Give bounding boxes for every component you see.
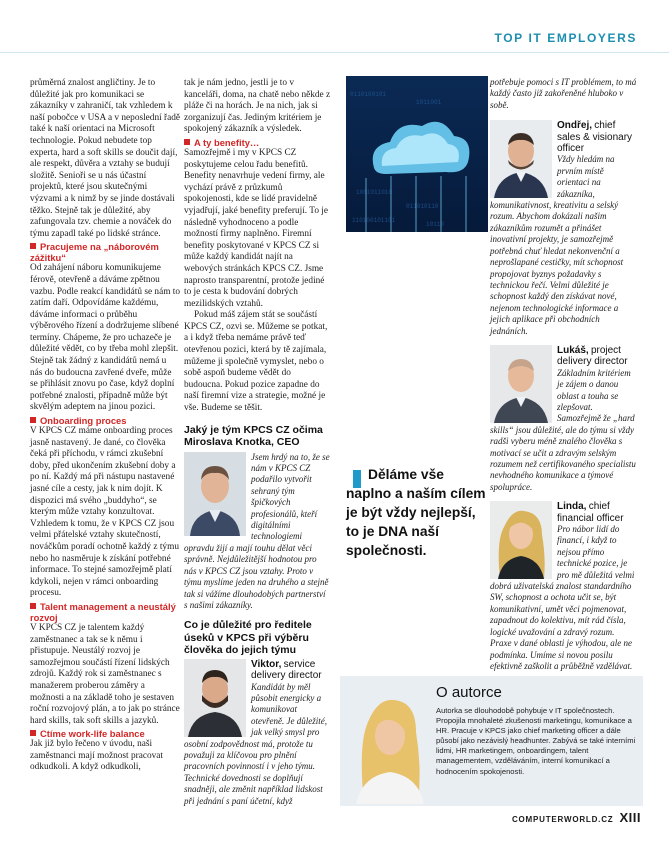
section-heading: A ty benefity… <box>184 137 331 148</box>
ceo-quote: Jsem hrdý na to, že se nám v KPCS CZ podařilo vytvořit sehraný tým špičkových profesionálů, kteří digitálními technologiemi opravdu žijí a mají touhu dělat věci správně. Nejdůležitější hodnotou pro nás v KPCS CZ jsou vztahy. Proto v týmu myslíme jeden na druhého a stejně tak si vážíme dlouhodobých partnerství s našimi zákazníky. <box>184 451 330 610</box>
pull-quote <box>346 465 486 560</box>
article-column-2 <box>184 78 331 807</box>
ceo-photo <box>184 452 246 536</box>
header-divider <box>0 52 669 53</box>
svg-text:110100101101: 110100101101 <box>352 217 396 224</box>
lukas-quote: Základním kritériem je zájem o danou oblast a touha se zlepšovat. Samozřejmě že „hard skills“ jsou důležité, ale do týmu si vždy radši vyberu méně znalého člověka s motivací se učit a zdravým selským rozumem než certifikovaného specialistu nevhodného komunikace a týmové spolupráce. <box>490 367 636 492</box>
section-heading: Ctíme work-life balance <box>30 728 180 739</box>
viktor-role: service delivery director <box>251 658 322 682</box>
section-heading: Pracujeme na „náborovém zážitku“ <box>30 241 159 264</box>
linda-photo <box>490 501 552 579</box>
svg-text:0110100101: 0110100101 <box>350 91 387 98</box>
linda-role: chief financial officer <box>557 501 624 524</box>
linda-block <box>490 501 637 672</box>
ondrej-role: chief sales & visionary officer <box>557 120 633 155</box>
ondrej-quote: Vždy hledám na prvním místě orientaci na zákazníka, komunikativnost, kreativitu a selský rozum. Abychom dokázali našim zákazníkům rozumět a přinášet inovativní projekty, je samozřejmě potřebná chuť hledat nekonvenční a neprošlapané cestičky, mít schopnost propojovat byznys požadavky s technickou řečí. Velmi důležité je schopnost každý den získávat nové, nejenom technologické informace a jejich aplikace při obchodních jednáních. <box>490 154 624 336</box>
paragraph: V KPCS CZ máme onboarding proces jasně nastavený. Je dané, co člověka čeká při příchodu, v rámci zkušební doby, před ukončením zkušební doby a po ní. Každý má při nástupu nastavené jasné cíle a cesty, jak k nim dojít. K dispozici má svého „buddyho“, se kterým může vztahy konzultovat. Vzhledem k tomu, že v KPCS CZ jsou velmi přátelské vztahy skutečností, nováčkům poradí ochotně každý z týmu nebo ho nasměruje k získání potřebné informace. To stejné samozřejmě platí kdykoli, nejen v rámci onboarding procesu. <box>30 426 179 599</box>
svg-text:011010110: 011010110 <box>406 203 439 210</box>
paragraph: Od zahájení náboru komunikujeme férově, otevřeně a dáváme zpětnou vazbu. Podle reakcí kandidátů se nám to zatím daří. Odpovídáme každému, dáváme informaci o průběhu výběrového řízení a dodržujeme slíbené termíny. Chápeme, že pro uchazeče je důležité vědět, co by třeba mohl zlepšit. Stejně tak žádný z kandidátů nemá u nás do budoucna zavřené dveře, může se přihlásit znovu po čase, když doplní potřebné znalosti, případně může být skvělým adeptem na jinou pozici. <box>30 263 180 413</box>
svg-text:1011001: 1011001 <box>416 99 442 106</box>
bullet-square-icon <box>30 730 36 736</box>
ondrej-photo <box>490 120 552 198</box>
ceo-box-title: Jaký je tým KPCS CZ očima Miroslava Knotka, CEO <box>184 423 323 449</box>
svg-text:1001011010: 1001011010 <box>356 189 393 196</box>
linda-quote: Pro nábor lidí do financí, i když to nejsou přímo technické pozice, je pro mě důležitá velmi dobrá uživatelská znalost standardního SW, schopnost a ochota učit se, být komunikativní, umět věci pojmenovat, zapadnout do kolektivu, mít rád čísla, logické uvažování a zdravý rozum. Praxe v dané oblasti je výhodou, ale ne podmínka. Umíme si novou posilu efektivně zaškolit a průběžně vzdělávat. <box>490 524 635 671</box>
lukas-photo <box>490 345 552 423</box>
author-text: Autorka se dlouhodobě pohybuje v IT společnostech. Propojila mnohaleté zkušenosti marketingu, komunikace a HR. Pracuje v KPCS jako chief marketing officer a dále působí jako nezávislý headhunter. Zabývá se také interními lidmi, HR marketingem, onboardingem, talent managementem, vzděláváním, interní komunikací a hodnocením spokojenosti. <box>436 706 636 776</box>
ceo-box <box>184 424 331 612</box>
viktor-quote: Kandidát by měl působit energicky a komunikovat otevřeně. Je důležité, jak velký smysl pro osobní zodpovědnost má, protože tu považuji za klíčovou pro plnění pracovních povinností i v jeho týmu. Technické dovednosti se doplňují snadněji, ale změnit například lidskost při jednání s paní účetní, když <box>184 681 327 806</box>
author-photo <box>348 684 432 804</box>
article-column-3 <box>490 77 637 672</box>
paragraph: Jak již bylo řečeno v úvodu, naši zaměstnanci mají možnost pracovat odkudkoli. A když odkudkoli, <box>30 739 163 773</box>
viktor-name: Viktor, <box>251 658 282 670</box>
lukas-block <box>490 345 637 493</box>
linda-name: Linda, <box>557 501 587 513</box>
viktor-photo <box>184 659 246 737</box>
bullet-square-icon <box>30 417 36 423</box>
page-number: XIII <box>619 810 641 825</box>
page-footer <box>512 809 641 827</box>
paragraph: tak je nám jedno, jestli je to v kanceláři, doma, na chatě nebo někde z pláže či na horách. Je na nich, jak si zorganizují čas. Jediným kritériem je spokojený zákazník a výsledek. <box>184 78 331 135</box>
bullet-square-icon <box>30 243 36 249</box>
pull-quote-text: Děláme vše naplno a naším cílem je být vždy nejlepší, to je DNA naší společnosti. <box>346 467 486 558</box>
lukas-name: Lukáš, <box>557 344 589 356</box>
svg-text:10110: 10110 <box>426 221 445 228</box>
bullet-square-icon <box>184 139 190 145</box>
section-heading: Onboarding proces <box>30 415 180 426</box>
paragraph: Pokud máš zájem stát se součástí KPCS CZ, ozvi se. Můžeme se potkat, a i když třeba nemáme právě teď otevřenou pozici, která by tě zajímala, můžeme ji společně vymyslet, nebo o sobě aspoň budeme vědět do budoucna. Pokud pozice zapadne do naší firemní vize a strategie, možné je vše. Budeme se těšit. <box>184 310 328 414</box>
lukas-role: project delivery director <box>557 344 628 368</box>
paragraph: průměrná znalost angličtiny. Je to důležité jak pro komunikaci se zákazníky v zahraničí, tak vzhledem k naší pobočce v USA a v neposlední řadě také k naší orientaci na Microsoft technologie. Pokud nebudete top experta, hard a soft skills se doučit dají, ale respekt, důvěra a vztahy se budují složitě. Senioři se u nás účastní projektů, které jsou skutečnými výzvami a k nimž by se jinde dostávali těžko. Stejně tak je důležité, aby zafungovala tzv. chemie a nováček do týmu zapadl také po lidské stránce. <box>30 78 181 239</box>
paragraph: potřebuje pomoci s IT problémem, to má každý často již zakořeněné hluboko v sobě. <box>490 77 637 110</box>
ondrej-block <box>490 120 637 337</box>
author-title: O autorce <box>436 684 502 701</box>
paragraph: V KPCS CZ je talentem každý zaměstnanec a tak se k němu i přistupuje. Neustálý rozvoj je samozřejmou součástí řízení lidských zdrojů. Každý rok si zaměstnanec s manažerem proberou záměry a možnosti a na základě toho je sestaven roční rozvojový plán, a to jak po stránce hard skills, tak soft skills a jazyků. <box>30 622 180 726</box>
footer-site: COMPUTERWORLD.CZ <box>511 815 614 824</box>
article-column-1 <box>30 78 180 774</box>
directors-box <box>184 619 331 807</box>
digital-cloud-image <box>346 76 488 232</box>
section-heading: Talent management a neustálý rozvoj <box>30 600 176 623</box>
bullet-square-icon <box>30 603 36 609</box>
section-header: TOP IT EMPLOYERS <box>494 31 637 45</box>
ondrej-name: Ondřej, <box>557 120 593 132</box>
directors-box-title: Co je důležité pro ředitele úseků v KPCS při výběru člověka do jejich týmu <box>184 619 312 657</box>
paragraph: Samozřejmě i my v KPCS CZ poskytujeme celou řadu benefitů. Benefity nenavrhuje vedení firmy, ale vychází právě z průzkumů spokojenosti, kde se lidé pravidelně vyjadřují, jaké benefity preferují. To je následně vyhodnoceno a podle možností firmy naplněno. Firemní benefity poskytované v KPCS CZ si může každý kandidát najít na webových stránkách KPCS CZ. Jsme naprosto transparentní, protože jediné to je cesta k budování dobrých mezilidských vztahů. <box>184 147 329 309</box>
